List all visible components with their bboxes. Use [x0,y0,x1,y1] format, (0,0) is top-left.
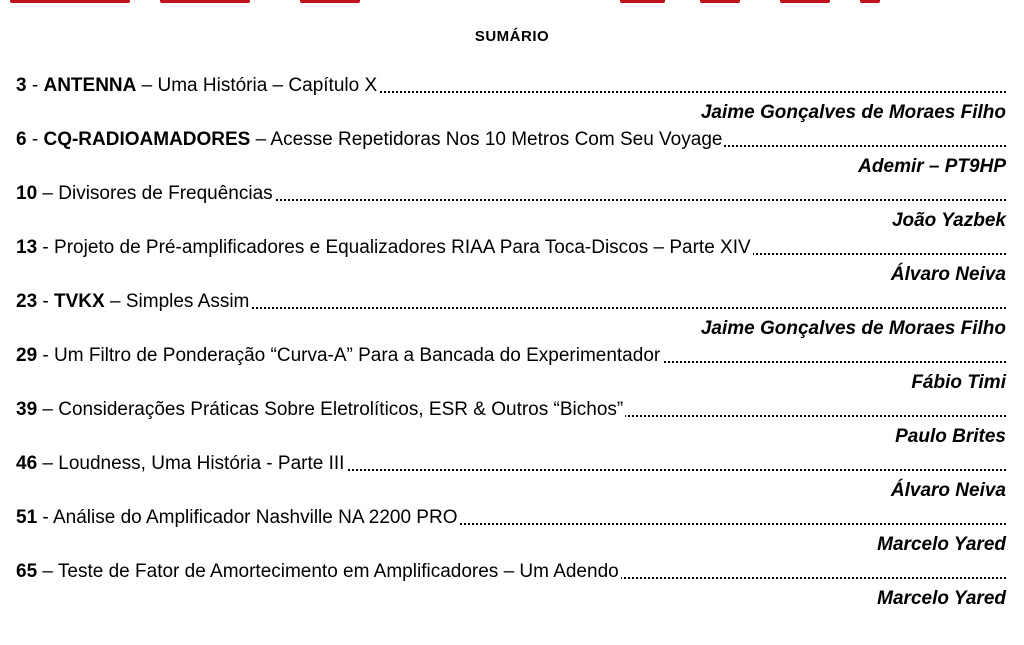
page-number: 6 [16,129,27,150]
article-title: Teste de Fator de Amortecimento em Amplificadores – Um Adendo [57,561,619,582]
page-number: 51 [16,507,38,528]
article-author: Fábio Timi [911,372,1006,393]
toc-entry[interactable] [16,396,1006,450]
article-title: Um Filtro de Ponderação “Curva-A” Para a Bancada do Experimentador [54,345,661,366]
page-number: 13 [16,237,38,258]
page-number: 29 [16,345,38,366]
toc-entry-line [16,180,1006,207]
article-title: Divisores de Frequências [58,183,273,204]
separator: – [37,399,59,420]
toc-entry[interactable] [16,234,1006,288]
article-author: Álvaro Neiva [890,264,1006,285]
table-of-contents [16,72,1006,612]
separator: - [37,237,55,258]
article-title: Análise do Amplificador Nashville NA 2200 PRO [52,507,458,528]
separator: - [26,129,44,150]
toc-entry[interactable] [16,180,1006,234]
page-number: 10 [16,183,38,204]
page-number: 23 [16,291,38,312]
page-number: 46 [16,453,38,474]
toc-entry-line [16,504,1006,531]
page-number: 3 [16,75,27,96]
article-author: Álvaro Neiva [890,480,1006,501]
toc-entry[interactable] [16,126,1006,180]
toc-entry-line [16,342,1006,369]
toc-entry[interactable] [16,342,1006,396]
article-author: Jaime Gonçalves de Moraes Filho [700,318,1006,339]
article-title: – Uma História – Capítulo X [136,75,378,96]
separator: – [37,183,59,204]
article-title: Projeto de Pré-amplificadores e Equalizadores RIAA Para Toca-Discos – Parte XIV [54,237,751,258]
toc-entry-line [16,288,1006,315]
page-title: SUMÁRIO [474,28,550,45]
article-author: Jaime Gonçalves de Moraes Filho [700,102,1006,123]
article-author: Paulo Brites [895,426,1006,447]
toc-entry-line [16,450,1006,477]
section-name: ANTENNA [43,75,137,96]
page-number: 65 [16,561,38,582]
separator: - [26,75,44,96]
toc-entry-line [16,126,1006,153]
separator: – [37,453,59,474]
article-title: Considerações Práticas Sobre Eletrolíticos, ESR & Outros “Bichos” [58,399,624,420]
toc-entry-line [16,558,1006,585]
separator: - [37,345,55,366]
section-name: CQ-RADIOAMADORES [43,129,251,150]
separator: - [37,507,53,528]
toc-entry-line [16,396,1006,423]
separator: - [37,291,55,312]
article-author: Marcelo Yared [877,534,1006,555]
article-title: – Acesse Repetidoras Nos 10 Metros Com Seu Voyage [250,129,723,150]
article-author: Marcelo Yared [877,588,1006,609]
toc-entry[interactable] [16,558,1006,612]
toc-entry-line [16,72,1006,99]
article-title: Loudness, Uma História - Parte III [58,453,345,474]
page-number: 39 [16,399,38,420]
toc-entry[interactable] [16,288,1006,342]
toc-entry[interactable] [16,504,1006,558]
article-author: Ademir – PT9HP [858,156,1006,177]
toc-entry[interactable] [16,450,1006,504]
top-decorative-rule [0,0,1024,6]
article-author: João Yazbek [891,210,1006,231]
toc-entry[interactable] [16,72,1006,126]
article-title: – Simples Assim [104,291,250,312]
separator: – [37,561,58,582]
section-name: TVKX [54,291,105,312]
toc-entry-line [16,234,1006,261]
